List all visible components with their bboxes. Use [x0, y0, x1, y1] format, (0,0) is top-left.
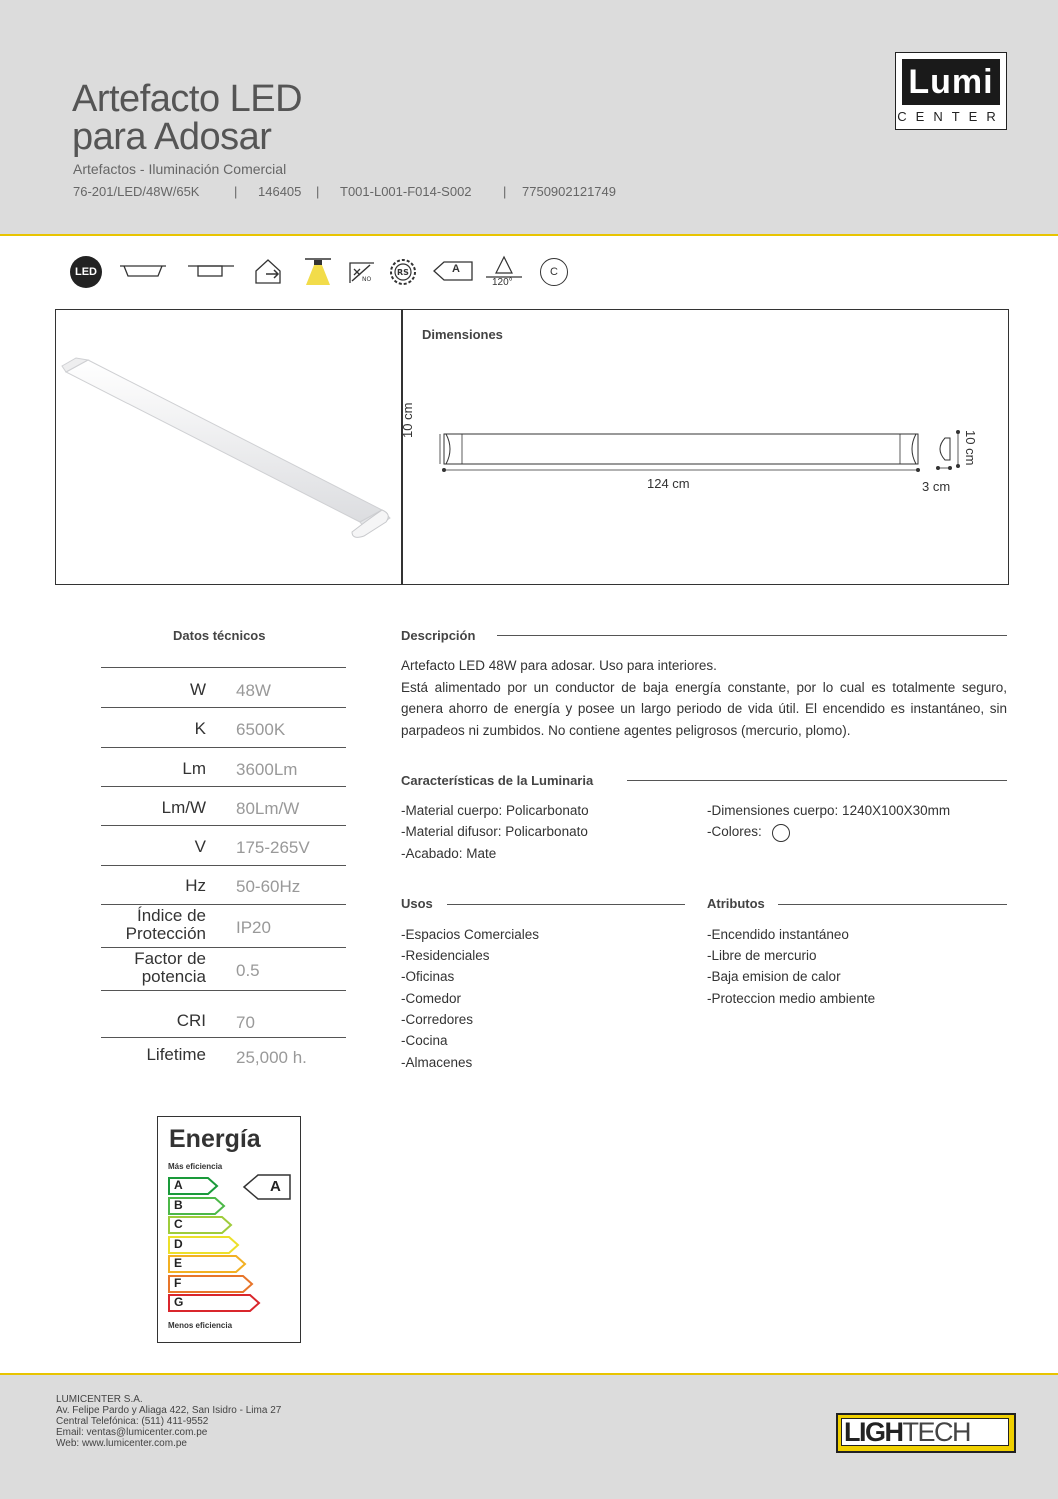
tech-value: 175-265V [236, 838, 310, 857]
tech-label: W [189, 680, 206, 699]
product-title [72, 80, 302, 156]
tech-label-line: potencia [141, 967, 206, 986]
logo-sub: CENTER [897, 109, 1005, 124]
energy-more-efficiency: Más eficiencia [168, 1162, 223, 1171]
dimension-depth: 3 cm [922, 479, 951, 494]
dimension-drawing [430, 420, 990, 485]
uso-item: -Corredores [401, 1012, 474, 1027]
led-icon: LED [70, 256, 102, 288]
tech-divider [101, 904, 346, 905]
beam-angle-label: 120° [492, 277, 513, 288]
energy-class-letter: A [174, 1178, 183, 1192]
energy-class-label: A [452, 263, 460, 275]
lightech-wordmark [841, 1418, 1009, 1446]
tech-value: 50-60Hz [236, 877, 301, 896]
energy-class-letter: F [174, 1275, 182, 1290]
tech-value: 0.5 [236, 961, 260, 980]
title-line-1: Artefacto LED [72, 78, 303, 120]
section-rule [778, 904, 1007, 905]
tech-divider [101, 786, 346, 787]
description-paragraph: Está alimentado por un conductor de baja energía constante, por lo cual es totalmente seguro, genera ahorro de energía y posee un largo periodo de vida útil. El encendido es instantáneo, sin parpadeos ni zumbidos. No contiene agentes peligrosos (mercurio, plomo). [401, 679, 1007, 738]
tech-value: 80Lm/W [236, 799, 300, 818]
tech-value: 70 [236, 1013, 255, 1032]
tech-label: K [194, 719, 206, 738]
features-title: Características de la Luminaria [401, 773, 594, 788]
uso-item: -Residenciales [401, 948, 490, 963]
energy-class-letter: C [174, 1217, 183, 1231]
footer-contact [56, 1394, 281, 1449]
description-line-1: Artefacto LED 48W para adosar. Uso para interiores. [401, 658, 717, 673]
tech-label: CRI [176, 1011, 206, 1030]
uso-item: -Comedor [401, 991, 462, 1006]
tech-divider [101, 1037, 346, 1038]
indoor-use-icon [252, 257, 288, 290]
energy-title: Energía [169, 1125, 261, 1153]
energy-label [157, 1116, 301, 1343]
dimension-height-left: 10 cm [400, 402, 415, 438]
class-icon: C [540, 258, 568, 286]
product-barcode: 7750902121749 [522, 184, 616, 199]
energy-class-letter: B [174, 1197, 183, 1212]
product-photo [60, 350, 400, 555]
tech-label: V [194, 837, 206, 856]
tech-divider [101, 747, 346, 748]
dimension-length: 124 cm [647, 476, 690, 491]
feature-icons [70, 255, 590, 295]
tech-divider [101, 990, 346, 991]
ceiling-light-icon [303, 257, 333, 292]
atributo-item: -Encendido instantáneo [707, 927, 849, 942]
uso-item: -Almacenes [401, 1055, 473, 1070]
tech-label-line: Factor de [134, 949, 206, 968]
product-code: 76-201/LED/48W/65K [73, 184, 200, 199]
product-sku: 146405 [258, 184, 302, 199]
title-line-2: para Adosar [72, 116, 272, 158]
description-title: Descripción [401, 628, 476, 643]
tech-label: Hz [185, 876, 206, 895]
feature-item: -Dimensiones cuerpo: 1240X100X30mm [707, 803, 951, 818]
energy-class-letter: E [174, 1256, 183, 1270]
tech-label-line: Índice de [137, 906, 206, 925]
energy-class-letter: D [174, 1236, 183, 1251]
tech-value: IP20 [236, 918, 271, 937]
section-rule [497, 635, 1007, 636]
tech-divider [101, 667, 346, 668]
energy-rating-arrow [242, 1173, 292, 1206]
tech-divider [101, 825, 346, 826]
surface-mount-icon [186, 260, 236, 287]
dimension-height-right: 10 cm [963, 430, 978, 466]
atributo-item: -Baja emision de calor [707, 969, 841, 984]
section-rule [447, 904, 685, 905]
tech-label: Lifetime [146, 1045, 206, 1064]
frame-divider [401, 309, 403, 584]
lightech-light: LIGH [844, 1418, 903, 1446]
atributo-item: -Libre de mercurio [707, 948, 817, 963]
tech-data-title: Datos técnicos [173, 628, 266, 643]
energy-less-efficiency: Menos eficiencia [168, 1321, 233, 1330]
product-category: Artefactos - Iluminación Comercial [73, 161, 287, 177]
tech-label: Lm [182, 759, 206, 778]
energy-class-letter: G [174, 1295, 184, 1309]
uso-item: -Espacios Comerciales [401, 927, 540, 942]
feature-item: -Material difusor: Policarbonato [401, 824, 588, 839]
description-text [401, 655, 1007, 741]
tech-divider [101, 947, 346, 948]
footer-company: LUMICENTER S.A. [56, 1394, 143, 1405]
feature-item: -Material cuerpo: Policarbonato [401, 803, 589, 818]
energy-rating-letter: A [270, 1178, 281, 1195]
tech-label-multiline [101, 907, 206, 943]
atributo-item: -Proteccion medio ambiente [707, 991, 876, 1006]
uso-item: -Oficinas [401, 969, 455, 984]
tech-label-multiline [101, 950, 206, 986]
footer-address: Av. Felipe Pardo y Aliaga 422, San Isidro - Lima 27 [56, 1405, 282, 1416]
feature-item: -Colores: [707, 824, 762, 839]
beam-angle-icon [484, 255, 524, 291]
dimensions-title: Dimensiones [422, 327, 503, 342]
svg-text:NO: NO [362, 276, 372, 283]
feature-item: -Acabado: Mate [401, 846, 497, 861]
usos-title: Usos [401, 896, 433, 911]
logo-main: Lumi [902, 59, 1000, 105]
lightech-tech: TECH [902, 1418, 970, 1446]
tech-value: 3600Lm [236, 760, 298, 779]
tech-value: 25,000 h. [236, 1048, 307, 1067]
section-rule [627, 780, 1007, 781]
tech-value: 48W [236, 681, 271, 700]
tech-label: Lm/W [161, 798, 206, 817]
energy-class-bar [168, 1294, 262, 1317]
tech-divider [101, 707, 346, 708]
color-swatch [772, 824, 790, 842]
atributos-title: Atributos [707, 896, 765, 911]
tech-label-line: Protección [125, 924, 206, 943]
uso-item: -Cocina [401, 1033, 448, 1048]
code-separator: | [503, 184, 507, 199]
tech-divider [101, 865, 346, 866]
recessed-mount-icon [118, 260, 168, 287]
code-separator: | [316, 184, 320, 199]
energy-class-icon [432, 260, 474, 287]
lumicenter-logo [895, 52, 1007, 130]
tech-value: 6500K [236, 720, 286, 739]
no-dimmable-icon [348, 259, 376, 290]
svg-text:RS: RS [397, 268, 409, 277]
lightech-logo [836, 1413, 1016, 1453]
rohs-icon [388, 257, 418, 292]
footer-phone: Central Telefónica: (511) 411-9552 [56, 1416, 209, 1427]
footer-email[interactable]: Email: ventas@lumicenter.com.pe [56, 1427, 208, 1438]
product-family-code: T001-L001-F014-S002 [340, 184, 472, 199]
footer-web[interactable]: Web: www.lumicenter.com.pe [56, 1438, 187, 1449]
code-separator: | [234, 184, 238, 199]
